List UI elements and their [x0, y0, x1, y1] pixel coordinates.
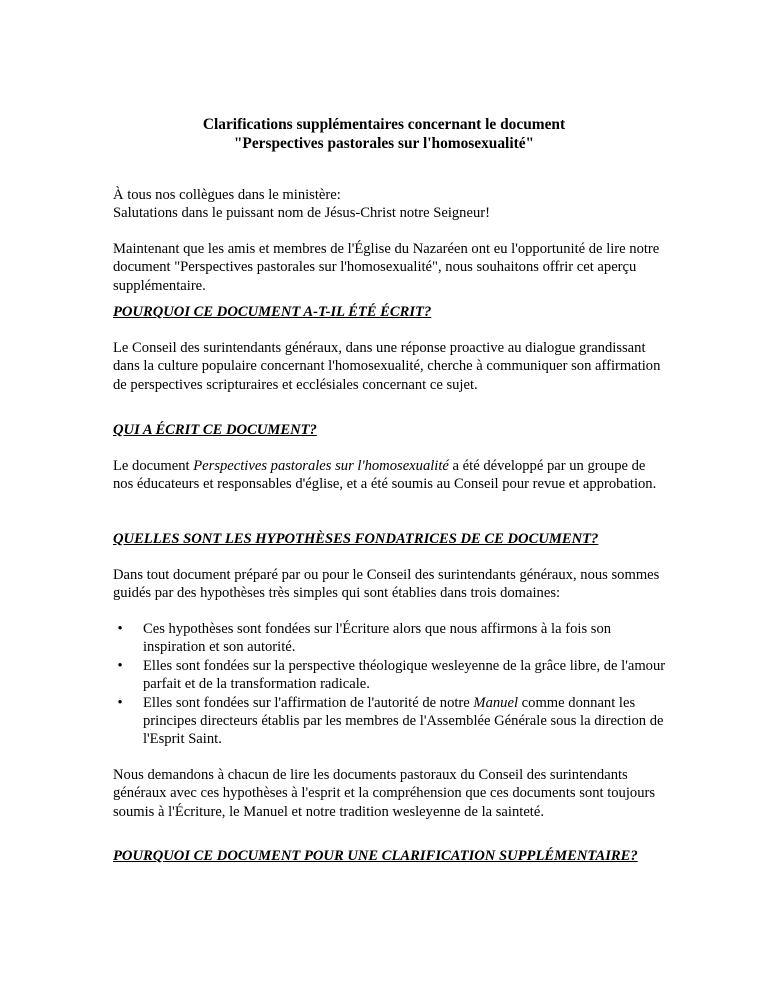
who-wrote-text-before: Le document — [113, 458, 194, 474]
document-title-line-1: Clarifications supplémentaires concernant le document — [202, 116, 566, 133]
section-heading-why-written: POURQUOI CE DOCUMENT A-T-IL ÉTÉ ÉCRIT? — [113, 304, 432, 320]
section-closing-hypotheses: Nous demandons à chacun de lire les documents pastoraux du Conseil des surintendants généraux avec ces hypothèses à l'esprit et la compréhension que ces documents sont toujours soumis à l'Écriture, le Manuel et notre tradition wesleyenne de la sainteté. — [113, 767, 656, 820]
who-wrote-text-after: a été développé par un groupe de nos éducateurs et responsables d'église, et a été soumis au Conseil pour revue et approbation. — [113, 458, 657, 493]
section-body-hypotheses: Dans tout document préparé par ou pour le Conseil des surintendants généraux, nous sommes guidés par des hypothèses très simples qui sont établies dans trois domaines: — [113, 567, 660, 602]
manual-reference: Manuel — [473, 694, 519, 711]
intro-paragraph: Maintenant que les amis et membres de l'Église du Nazaréen ont eu l'opportunité de lire notre document "Perspectives pastorales sur l'homosexualité", nous souhaitons offrir cet aperçu supplémentaire. — [113, 241, 660, 294]
list-item — [113, 694, 673, 749]
hypotheses-list — [113, 620, 673, 749]
bullet-icon: • — [117, 694, 123, 711]
section-heading-why-clarification: POURQUOI CE DOCUMENT POUR UNE CLARIFICATION SUPPLÉMENTAIRE? — [113, 848, 638, 864]
document-title-reference: Perspectives pastorales sur l'homosexualité — [193, 458, 449, 474]
section-heading-who-wrote: QUI A ÉCRIT CE DOCUMENT? — [113, 422, 317, 438]
list-item-text: Elles sont fondées sur la perspective théologique wesleyenne de la grâce libre, de l'amour parfait et de la transformation radicale. — [143, 657, 666, 693]
list-item — [113, 620, 673, 657]
list-item-text-after: comme donnant les principes directeurs établis par les membres de l'Assemblée Générale sous la direction de l'Esprit Saint. — [143, 694, 664, 748]
bullet-icon: • — [117, 657, 123, 674]
greeting-line-2: Salutations dans le puissant nom de Jésus-Christ notre Seigneur! — [113, 205, 490, 221]
list-item-text: Ces hypothèses sont fondées sur l'Écriture alors que nous affirmons à la fois son inspiration et son autorité. — [143, 621, 612, 656]
list-item — [113, 657, 673, 694]
section-body-why-written: Le Conseil des surintendants généraux, dans une réponse proactive au dialogue grandissant dans la culture populaire concernant l'homosexualité, cherche à communiquer son affirmation de perspectives scripturaires et ecclésiales concernant ce sujet. — [113, 340, 661, 393]
section-heading-hypotheses: QUELLES SONT LES HYPOTHÈSES FONDATRICES DE CE DOCUMENT? — [113, 531, 599, 547]
list-item-text-before: Elles sont fondées sur l'affirmation de l'autorité de notre — [143, 694, 474, 711]
greeting-line-1: À tous nos collègues dans le ministère: — [113, 187, 341, 203]
document-title-line-2: "Perspectives pastorales sur l'homosexualité" — [233, 135, 535, 152]
bullet-icon: • — [117, 621, 123, 637]
section-body-who-wrote — [113, 457, 665, 494]
